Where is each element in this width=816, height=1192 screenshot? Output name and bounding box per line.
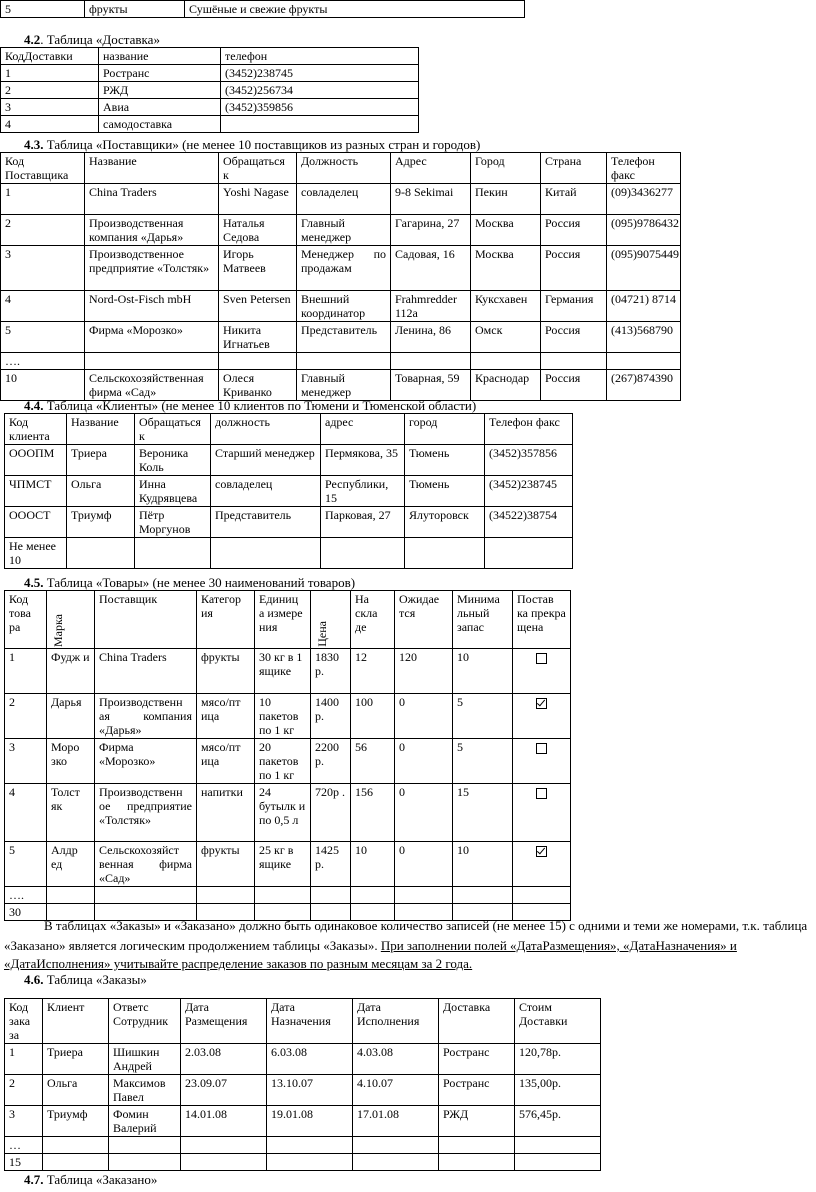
- cell: ….: [1, 353, 85, 370]
- cell: Никита Игнатьев: [219, 322, 297, 353]
- cell: [439, 1154, 515, 1171]
- header-cell: Дата Назначения: [267, 999, 353, 1044]
- cell: Куксхавен: [471, 291, 541, 322]
- header-cell: Код зака за: [5, 999, 43, 1044]
- cell: 5: [453, 694, 513, 739]
- cell: Москва: [471, 215, 541, 246]
- heading-title: Таблица «Заказано»: [43, 1172, 158, 1187]
- cell: Фудж и: [47, 649, 95, 694]
- heading-number: 4.7.: [24, 1172, 44, 1187]
- cell: 0: [395, 784, 453, 842]
- cell: [471, 353, 541, 370]
- cell: Старший менеджер: [211, 445, 321, 476]
- header-cell: Доставка: [439, 999, 515, 1044]
- cell: [197, 887, 255, 904]
- cell: [353, 1154, 439, 1171]
- cell: 14.01.08: [181, 1106, 267, 1137]
- cell: 15: [5, 1154, 43, 1171]
- cell: [405, 538, 485, 569]
- header-cell: Единиц а измере ния: [255, 591, 311, 649]
- cell: 23.09.07: [181, 1075, 267, 1106]
- cell: Республики, 15: [321, 476, 405, 507]
- header-cell: телефон: [221, 48, 419, 65]
- cell: Москва: [471, 246, 541, 291]
- heading-4-6: [24, 972, 147, 988]
- header-cell: Ответс Сотрудник: [109, 999, 181, 1044]
- heading-number: 4.5.: [24, 575, 44, 590]
- cell: Толст як: [47, 784, 95, 842]
- cell: 10: [453, 649, 513, 694]
- cell: Представитель: [211, 507, 321, 538]
- cell: 5: [1, 322, 85, 353]
- cell: Frahmredder 112a: [391, 291, 471, 322]
- heading-4-3: [24, 137, 480, 153]
- cell: 30: [5, 904, 47, 921]
- table-suppliers: [0, 152, 681, 401]
- cell: Инна Кудрявцева: [135, 476, 211, 507]
- cell: Шишкин Андрей: [109, 1044, 181, 1075]
- cell: совладелец: [297, 184, 391, 215]
- paragraph-text: «Заказано» является логическим продолжением таблицы «Заказы».: [4, 938, 378, 953]
- cell: Россия: [541, 370, 607, 401]
- cell: Ольга: [43, 1075, 109, 1106]
- cell: Триумф: [67, 507, 135, 538]
- cell: ЧПМСТ: [5, 476, 67, 507]
- cell: Не менее 10: [5, 538, 67, 569]
- cell: [255, 887, 311, 904]
- cell: (34522)38754: [485, 507, 573, 538]
- cell: Nord-Ost-Fisch mbH: [85, 291, 219, 322]
- cell: (095)9786432: [607, 215, 681, 246]
- cell: 19.01.08: [267, 1106, 353, 1137]
- cell: Представитель: [297, 322, 391, 353]
- cell: 2.03.08: [181, 1044, 267, 1075]
- header-cell: На скла де: [351, 591, 395, 649]
- header-cell: Город: [471, 153, 541, 184]
- cell: 10 пакетов по 1 кг: [255, 694, 311, 739]
- header-cell: название: [99, 48, 221, 65]
- cell: [181, 1137, 267, 1154]
- cell: (3452)359856: [221, 99, 419, 116]
- cell: Моро зко: [47, 739, 95, 784]
- cell: (09)3436277: [607, 184, 681, 215]
- cell: Ялуторовск: [405, 507, 485, 538]
- cell: 10: [453, 842, 513, 887]
- cell: РЖД: [99, 82, 221, 99]
- cell: 2: [1, 82, 99, 99]
- cell: [351, 887, 395, 904]
- cell: 13.10.07: [267, 1075, 353, 1106]
- heading-4-5: [24, 575, 355, 591]
- cell: Вероника Коль: [135, 445, 211, 476]
- heading-number: 4.6.: [24, 972, 44, 987]
- header-cell: адрес: [321, 414, 405, 445]
- cell: China Traders: [85, 184, 219, 215]
- cell: Тюмень: [405, 445, 485, 476]
- header-cell: Код Поставщика: [1, 153, 85, 184]
- cell: (3452)357856: [485, 445, 573, 476]
- cell: Производственн ое предприятие «Толстяк»: [95, 784, 197, 842]
- cell: 15: [453, 784, 513, 842]
- cell: 4: [1, 116, 99, 133]
- cell: 24 бутылк и по 0,5 л: [255, 784, 311, 842]
- vertical-header: Цена: [315, 621, 329, 647]
- cell: напитки: [197, 784, 255, 842]
- cell: Тюмень: [405, 476, 485, 507]
- cell: [181, 1154, 267, 1171]
- header-cell: Дата Размещения: [181, 999, 267, 1044]
- cell: [219, 353, 297, 370]
- header-cell: Минима льный запас: [453, 591, 513, 649]
- cell: [541, 353, 607, 370]
- cell: [43, 1137, 109, 1154]
- cell: Сельскохозяйст венная фирма «Сад»: [95, 842, 197, 887]
- cell: (3452)238745: [221, 65, 419, 82]
- table-delivery: [0, 47, 419, 133]
- cell: 56: [351, 739, 395, 784]
- cell: [47, 887, 95, 904]
- cell: [109, 1154, 181, 1171]
- cell: 1830 р.: [311, 649, 351, 694]
- cell: 3: [5, 1106, 43, 1137]
- cell: 10: [351, 842, 395, 887]
- cell: Россия: [541, 215, 607, 246]
- cell: Ространс: [439, 1044, 515, 1075]
- cell: [211, 538, 321, 569]
- checkbox-icon[interactable]: [536, 846, 547, 857]
- heading-number: 4.4.: [24, 398, 44, 413]
- cell: ОООПМ: [5, 445, 67, 476]
- header-cell: Стоим Доставки: [515, 999, 601, 1044]
- checkbox-icon[interactable]: [536, 698, 547, 709]
- cell: [513, 784, 571, 842]
- cell: 1: [1, 184, 85, 215]
- cell: Китай: [541, 184, 607, 215]
- cell: [321, 538, 405, 569]
- cell: [513, 694, 571, 739]
- cell: [439, 1137, 515, 1154]
- header-cell: город: [405, 414, 485, 445]
- cell: 1: [1, 65, 99, 82]
- header-cell: Должность: [297, 153, 391, 184]
- cell: Производственная компания «Дарья»: [85, 215, 219, 246]
- cell: (413)568790: [607, 322, 681, 353]
- header-cell: Код това ра: [5, 591, 47, 649]
- header-cell: [47, 591, 95, 649]
- paragraph-underlined: «ДатаИсполнения» учитывайте распределение заказов по разным месяцам за 2 года.: [4, 956, 473, 971]
- cell: [513, 739, 571, 784]
- top-cell: 5: [1, 1, 85, 18]
- cell: Дарья: [47, 694, 95, 739]
- cell: Менеджер по продажам: [297, 246, 391, 291]
- cell: 2: [1, 215, 85, 246]
- cell: Производственн ая компания «Дарья»: [95, 694, 197, 739]
- cell: [267, 1154, 353, 1171]
- heading-number: 4.3.: [24, 137, 44, 152]
- cell: 720р .: [311, 784, 351, 842]
- header-cell: Обращаться к: [219, 153, 297, 184]
- cell: [453, 887, 513, 904]
- cell: [221, 116, 419, 133]
- cell: РЖД: [439, 1106, 515, 1137]
- cell: …: [5, 1137, 43, 1154]
- cell: 12: [351, 649, 395, 694]
- table-goods: [4, 590, 571, 921]
- cell: Парковая, 27: [321, 507, 405, 538]
- cell: 30 кг в 1 ящике: [255, 649, 311, 694]
- header-cell: должность: [211, 414, 321, 445]
- cell: Максимов Павел: [109, 1075, 181, 1106]
- cell: Фирма «Морозко»: [95, 739, 197, 784]
- cell: Россия: [541, 246, 607, 291]
- cell: 156: [351, 784, 395, 842]
- cell: Триера: [43, 1044, 109, 1075]
- cell: Алдр ед: [47, 842, 95, 887]
- checkbox-icon[interactable]: [536, 653, 547, 664]
- cell: China Traders: [95, 649, 197, 694]
- paragraph-line-3: [4, 956, 472, 972]
- header-cell: Код клиента: [5, 414, 67, 445]
- cell: Садовая, 16: [391, 246, 471, 291]
- cell: [135, 538, 211, 569]
- cell: Sven Petersen: [219, 291, 297, 322]
- cell: фрукты: [197, 842, 255, 887]
- paragraph-underlined: При заполнении полей «ДатаРазмещения», «ДатаНазначения» и: [380, 938, 737, 953]
- cell: совладелец: [211, 476, 321, 507]
- cell: фрукты: [197, 649, 255, 694]
- checkbox-icon[interactable]: [536, 788, 547, 799]
- cell: 10: [1, 370, 85, 401]
- cell: [515, 1137, 601, 1154]
- cell: 3: [1, 246, 85, 291]
- cell: Товарная, 59: [391, 370, 471, 401]
- cell: ОООСТ: [5, 507, 67, 538]
- header-cell: Адрес: [391, 153, 471, 184]
- header-cell: КодДоставки: [1, 48, 99, 65]
- cell: 4.03.08: [353, 1044, 439, 1075]
- cell: Ольга: [67, 476, 135, 507]
- cell: Авиа: [99, 99, 221, 116]
- cell: 4: [1, 291, 85, 322]
- heading-4-2: [24, 32, 160, 48]
- header-cell: Поставщик: [95, 591, 197, 649]
- cell: 1425 р.: [311, 842, 351, 887]
- header-cell: Страна: [541, 153, 607, 184]
- cell: Внешний координатор: [297, 291, 391, 322]
- cell: [311, 887, 351, 904]
- cell: 1400 р.: [311, 694, 351, 739]
- top-cell: фрукты: [85, 1, 185, 18]
- cell: 4.10.07: [353, 1075, 439, 1106]
- paragraph-line-2: [4, 938, 816, 954]
- cell: [43, 1154, 109, 1171]
- cell: 2: [5, 1075, 43, 1106]
- header-cell: Телефон факс: [485, 414, 573, 445]
- cell: Олеся Криванко: [219, 370, 297, 401]
- cell: Yoshi Nagase: [219, 184, 297, 215]
- checkbox-icon[interactable]: [536, 743, 547, 754]
- cell: 5: [5, 842, 47, 887]
- cell: 4: [5, 784, 47, 842]
- cell: Главный менеджер: [297, 215, 391, 246]
- cell: 2200 р.: [311, 739, 351, 784]
- header-cell: Название: [85, 153, 219, 184]
- cell: 120: [395, 649, 453, 694]
- cell: 1: [5, 1044, 43, 1075]
- cell: Россия: [541, 322, 607, 353]
- cell: [607, 353, 681, 370]
- vertical-header: Марка: [51, 614, 65, 647]
- heading-4-7: [24, 1172, 157, 1188]
- cell: ….: [5, 887, 47, 904]
- cell: Сельскохозяйственная фирма «Сад»: [85, 370, 219, 401]
- cell: 6.03.08: [267, 1044, 353, 1075]
- cell: [513, 887, 571, 904]
- cell: (267)874390: [607, 370, 681, 401]
- cell: (04721) 8714: [607, 291, 681, 322]
- cell: [297, 353, 391, 370]
- cell: [85, 353, 219, 370]
- cell: Краснодар: [471, 370, 541, 401]
- cell: 0: [395, 739, 453, 784]
- cell: [513, 842, 571, 887]
- cell: 9-8 Sekimai: [391, 184, 471, 215]
- cell: (3452)256734: [221, 82, 419, 99]
- cell: 1: [5, 649, 47, 694]
- header-cell: Телефон факс: [607, 153, 681, 184]
- cell: [267, 1137, 353, 1154]
- header-cell: Постав ка прекра щена: [513, 591, 571, 649]
- cell: [67, 538, 135, 569]
- heading-title: Таблица «Товары» (не менее 30 наименований товаров): [43, 575, 356, 590]
- table-clients: [4, 413, 573, 569]
- heading-title: . Таблица «Доставка»: [40, 32, 160, 47]
- heading-number: 4.2: [24, 32, 41, 47]
- cell: [513, 649, 571, 694]
- table-orders: [4, 998, 601, 1171]
- cell: 5: [453, 739, 513, 784]
- cell: Триумф: [43, 1106, 109, 1137]
- header-cell: Ожидае тся: [395, 591, 453, 649]
- header-cell: Название: [67, 414, 135, 445]
- cell: Наталья Седова: [219, 215, 297, 246]
- top-table-row: [0, 0, 525, 18]
- cell: Пётр Моргунов: [135, 507, 211, 538]
- cell: 120,78р.: [515, 1044, 601, 1075]
- cell: Ространс: [439, 1075, 515, 1106]
- cell: 576,45р.: [515, 1106, 601, 1137]
- cell: Триера: [67, 445, 135, 476]
- cell: 0: [395, 842, 453, 887]
- cell: 0: [395, 694, 453, 739]
- cell: Фомин Валерий: [109, 1106, 181, 1137]
- cell: 25 кг в ящике: [255, 842, 311, 887]
- cell: [395, 887, 453, 904]
- header-cell: Клиент: [43, 999, 109, 1044]
- cell: Главный менеджер: [297, 370, 391, 401]
- cell: [485, 538, 573, 569]
- cell: Ространс: [99, 65, 221, 82]
- heading-title: Таблица «Клиенты» (не менее 10 клиентов по Тюмени и Тюменской области): [43, 398, 477, 413]
- cell: 20 пакетов по 1 кг: [255, 739, 311, 784]
- cell: Игорь Матвеев: [219, 246, 297, 291]
- cell: [353, 1137, 439, 1154]
- header-cell: Дата Исполнения: [353, 999, 439, 1044]
- cell: Омск: [471, 322, 541, 353]
- heading-4-4: [24, 398, 476, 414]
- cell: Производственное предприятие «Толстяк»: [85, 246, 219, 291]
- heading-title: Таблица «Поставщики» (не менее 10 поставщиков из разных стран и городов): [43, 137, 481, 152]
- cell: Фирма «Морозко»: [85, 322, 219, 353]
- heading-title: Таблица «Заказы»: [43, 972, 147, 987]
- cell: самодоставка: [99, 116, 221, 133]
- top-cell: Сушёные и свежие фрукты: [185, 1, 525, 18]
- header-cell: Категор ия: [197, 591, 255, 649]
- cell: [515, 1154, 601, 1171]
- cell: [391, 353, 471, 370]
- cell: 2: [5, 694, 47, 739]
- cell: 3: [1, 99, 99, 116]
- cell: мясо/пт ица: [197, 694, 255, 739]
- paragraph-line-1: В таблицах «Заказы» и «Заказано» должно быть одинаковое количество записей (не менее 15) с одними и теми же номерами, т.к. таблица: [44, 918, 808, 933]
- cell: Гагарина, 27: [391, 215, 471, 246]
- cell: 100: [351, 694, 395, 739]
- header-cell: [311, 591, 351, 649]
- cell: (3452)238745: [485, 476, 573, 507]
- cell: (095)9075449: [607, 246, 681, 291]
- cell: Ленина, 86: [391, 322, 471, 353]
- cell: Пермякова, 35: [321, 445, 405, 476]
- cell: 135,00р.: [515, 1075, 601, 1106]
- cell: мясо/пт ица: [197, 739, 255, 784]
- header-cell: Обращаться к: [135, 414, 211, 445]
- cell: 17.01.08: [353, 1106, 439, 1137]
- cell: Германия: [541, 291, 607, 322]
- cell: Пекин: [471, 184, 541, 215]
- cell: 3: [5, 739, 47, 784]
- cell: [109, 1137, 181, 1154]
- cell: [95, 887, 197, 904]
